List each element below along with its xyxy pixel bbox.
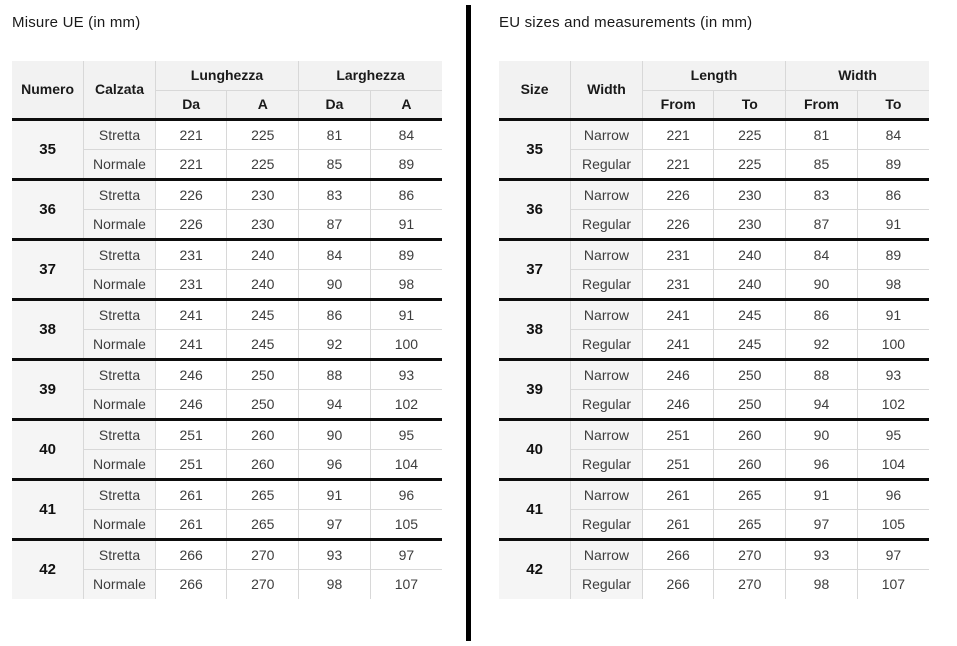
- width-from-value: 92: [786, 329, 858, 359]
- table-row: [499, 239, 929, 269]
- width-from-value: 86: [786, 299, 858, 329]
- width-from-value: 90: [299, 419, 371, 449]
- table-header: [499, 61, 929, 119]
- table-row: [499, 539, 929, 569]
- length-from-value: 226: [642, 209, 714, 239]
- length-from-value: 226: [155, 209, 227, 239]
- width-to-value: 96: [857, 479, 929, 509]
- length-to-value: 265: [714, 509, 786, 539]
- fit-cell: Stretta: [84, 119, 156, 149]
- english-size-table-panel: [499, 14, 929, 599]
- width-from-value: 91: [786, 479, 858, 509]
- fit-cell: Regular: [571, 209, 643, 239]
- width-to-value: 98: [370, 269, 442, 299]
- length-from-value: 231: [155, 239, 227, 269]
- width-to-value: 97: [370, 539, 442, 569]
- fit-cell: Regular: [571, 269, 643, 299]
- length-from-value: 261: [642, 509, 714, 539]
- fit-cell: Stretta: [84, 299, 156, 329]
- length-to-value: 260: [227, 449, 299, 479]
- fit-cell: Normale: [84, 449, 156, 479]
- width-to-value: 107: [857, 569, 929, 599]
- length-from-value: 231: [155, 269, 227, 299]
- length-to-value: 260: [227, 419, 299, 449]
- length-from-value: 221: [642, 119, 714, 149]
- table-row: [499, 119, 929, 149]
- width-to-value: 91: [370, 209, 442, 239]
- width-to-value: 105: [370, 509, 442, 539]
- size-column-header: Numero: [12, 61, 84, 119]
- width-from-value: 81: [786, 119, 858, 149]
- table-row: [499, 479, 929, 509]
- fit-cell: Stretta: [84, 479, 156, 509]
- italian-size-table: [12, 61, 442, 599]
- fit-cell: Stretta: [84, 239, 156, 269]
- length-to-value: 245: [714, 299, 786, 329]
- fit-cell: Normale: [84, 149, 156, 179]
- width-from-value: 83: [299, 179, 371, 209]
- width-from-value: 87: [299, 209, 371, 239]
- length-to-header: To: [714, 90, 786, 119]
- fit-cell: Stretta: [84, 539, 156, 569]
- width-from-value: 83: [786, 179, 858, 209]
- length-to-value: 270: [227, 539, 299, 569]
- length-to-value: 240: [227, 239, 299, 269]
- length-to-value: 270: [714, 569, 786, 599]
- width-to-value: 104: [370, 449, 442, 479]
- width-group-header: Larghezza: [299, 61, 442, 90]
- table-row: [12, 299, 442, 329]
- width-to-value: 89: [857, 239, 929, 269]
- length-from-value: 261: [155, 509, 227, 539]
- size-cell: 41: [12, 479, 84, 539]
- width-from-value: 91: [299, 479, 371, 509]
- width-from-header: Da: [299, 90, 371, 119]
- fit-cell: Narrow: [571, 539, 643, 569]
- fit-cell: Regular: [571, 389, 643, 419]
- length-from-header: Da: [155, 90, 227, 119]
- table-row: [12, 359, 442, 389]
- italian-size-table-panel: [12, 14, 442, 599]
- length-from-value: 226: [155, 179, 227, 209]
- width-from-value: 84: [786, 239, 858, 269]
- vertical-divider: [466, 5, 471, 641]
- length-group-header: Length: [642, 61, 785, 90]
- width-to-value: 93: [857, 359, 929, 389]
- width-from-value: 81: [299, 119, 371, 149]
- width-from-value: 98: [786, 569, 858, 599]
- length-to-value: 230: [714, 209, 786, 239]
- fit-column-header: Calzata: [84, 61, 156, 119]
- fit-cell: Narrow: [571, 359, 643, 389]
- length-from-value: 246: [155, 389, 227, 419]
- length-to-value: 250: [714, 389, 786, 419]
- length-from-value: 251: [642, 449, 714, 479]
- width-to-value: 91: [370, 299, 442, 329]
- fit-cell: Narrow: [571, 479, 643, 509]
- width-to-value: 102: [857, 389, 929, 419]
- length-to-value: 230: [714, 179, 786, 209]
- width-group-header: Width: [786, 61, 929, 90]
- size-cell: 40: [499, 419, 571, 479]
- fit-cell: Normale: [84, 509, 156, 539]
- width-to-value: 107: [370, 569, 442, 599]
- length-from-value: 221: [155, 149, 227, 179]
- width-to-value: 86: [370, 179, 442, 209]
- table-header: [12, 61, 442, 119]
- length-from-value: 241: [642, 299, 714, 329]
- length-from-value: 221: [642, 149, 714, 179]
- width-to-header: A: [370, 90, 442, 119]
- length-to-value: 225: [227, 149, 299, 179]
- width-from-value: 96: [299, 449, 371, 479]
- length-from-value: 246: [155, 359, 227, 389]
- width-from-value: 90: [786, 419, 858, 449]
- table-row: [12, 239, 442, 269]
- length-from-value: 251: [155, 449, 227, 479]
- table-row: [499, 299, 929, 329]
- length-to-value: 230: [227, 179, 299, 209]
- size-cell: 42: [12, 539, 84, 599]
- width-to-value: 89: [370, 239, 442, 269]
- width-from-value: 87: [786, 209, 858, 239]
- english-size-table: [499, 61, 929, 599]
- length-from-value: 266: [155, 539, 227, 569]
- width-to-value: 96: [370, 479, 442, 509]
- size-column-header: Size: [499, 61, 571, 119]
- fit-cell: Narrow: [571, 419, 643, 449]
- length-from-value: 251: [155, 419, 227, 449]
- width-to-value: 86: [857, 179, 929, 209]
- width-to-value: 89: [857, 149, 929, 179]
- width-to-value: 104: [857, 449, 929, 479]
- table-body: [12, 119, 442, 599]
- length-to-value: 225: [714, 149, 786, 179]
- length-from-value: 231: [642, 269, 714, 299]
- length-to-value: 260: [714, 419, 786, 449]
- length-to-value: 245: [714, 329, 786, 359]
- table-row: [12, 419, 442, 449]
- width-to-value: 105: [857, 509, 929, 539]
- width-from-value: 88: [299, 359, 371, 389]
- width-to-value: 84: [857, 119, 929, 149]
- length-from-value: 251: [642, 419, 714, 449]
- size-cell: 35: [12, 119, 84, 179]
- width-from-value: 98: [299, 569, 371, 599]
- width-from-value: 85: [786, 149, 858, 179]
- length-from-value: 246: [642, 359, 714, 389]
- length-to-value: 245: [227, 299, 299, 329]
- length-from-value: 221: [155, 119, 227, 149]
- width-from-value: 96: [786, 449, 858, 479]
- size-cell: 38: [12, 299, 84, 359]
- length-from-value: 241: [642, 329, 714, 359]
- italian-table-title: Misure UE (in mm): [12, 14, 141, 31]
- size-cell: 39: [12, 359, 84, 419]
- length-from-value: 261: [155, 479, 227, 509]
- width-from-value: 86: [299, 299, 371, 329]
- width-from-value: 93: [786, 539, 858, 569]
- size-cell: 37: [12, 239, 84, 299]
- table-row: [12, 539, 442, 569]
- group-header-row: [12, 61, 442, 90]
- width-to-value: 95: [857, 419, 929, 449]
- length-from-header: From: [642, 90, 714, 119]
- fit-cell: Regular: [571, 509, 643, 539]
- width-to-value: 91: [857, 299, 929, 329]
- length-to-value: 225: [714, 119, 786, 149]
- table-row: [499, 419, 929, 449]
- size-cell: 36: [499, 179, 571, 239]
- size-cell: 41: [499, 479, 571, 539]
- width-to-value: 84: [370, 119, 442, 149]
- size-cell: 40: [12, 419, 84, 479]
- width-from-value: 88: [786, 359, 858, 389]
- length-to-value: 250: [227, 389, 299, 419]
- fit-cell: Normale: [84, 329, 156, 359]
- width-from-value: 85: [299, 149, 371, 179]
- fit-cell: Regular: [571, 329, 643, 359]
- fit-cell: Normale: [84, 269, 156, 299]
- length-to-value: 245: [227, 329, 299, 359]
- length-from-value: 226: [642, 179, 714, 209]
- width-from-value: 97: [299, 509, 371, 539]
- length-from-value: 241: [155, 299, 227, 329]
- length-to-value: 240: [714, 239, 786, 269]
- width-from-value: 97: [786, 509, 858, 539]
- length-from-value: 261: [642, 479, 714, 509]
- fit-cell: Normale: [84, 389, 156, 419]
- length-to-value: 270: [714, 539, 786, 569]
- fit-cell: Narrow: [571, 179, 643, 209]
- size-cell: 36: [12, 179, 84, 239]
- width-from-header: From: [786, 90, 858, 119]
- length-from-value: 246: [642, 389, 714, 419]
- size-cell: 39: [499, 359, 571, 419]
- width-from-value: 94: [299, 389, 371, 419]
- fit-cell: Narrow: [571, 299, 643, 329]
- length-from-value: 266: [155, 569, 227, 599]
- table-row: [12, 119, 442, 149]
- table-row: [12, 479, 442, 509]
- width-to-header: To: [857, 90, 929, 119]
- width-to-value: 102: [370, 389, 442, 419]
- table-row: [12, 179, 442, 209]
- size-cell: 35: [499, 119, 571, 179]
- fit-column-header: Width: [571, 61, 643, 119]
- length-to-value: 265: [714, 479, 786, 509]
- length-to-value: 225: [227, 119, 299, 149]
- length-to-value: 265: [227, 509, 299, 539]
- fit-cell: Stretta: [84, 419, 156, 449]
- length-to-value: 250: [714, 359, 786, 389]
- size-cell: 37: [499, 239, 571, 299]
- width-from-value: 90: [299, 269, 371, 299]
- length-to-header: A: [227, 90, 299, 119]
- width-to-value: 97: [857, 539, 929, 569]
- width-from-value: 94: [786, 389, 858, 419]
- table-row: [499, 359, 929, 389]
- length-group-header: Lunghezza: [155, 61, 298, 90]
- fit-cell: Stretta: [84, 359, 156, 389]
- length-from-value: 231: [642, 239, 714, 269]
- length-to-value: 265: [227, 479, 299, 509]
- table-row: [499, 179, 929, 209]
- width-from-value: 93: [299, 539, 371, 569]
- width-from-value: 84: [299, 239, 371, 269]
- length-from-value: 266: [642, 539, 714, 569]
- width-from-value: 90: [786, 269, 858, 299]
- width-to-value: 100: [370, 329, 442, 359]
- width-to-value: 95: [370, 419, 442, 449]
- fit-cell: Narrow: [571, 119, 643, 149]
- length-from-value: 266: [642, 569, 714, 599]
- length-to-value: 260: [714, 449, 786, 479]
- fit-cell: Normale: [84, 209, 156, 239]
- fit-cell: Regular: [571, 569, 643, 599]
- width-to-value: 100: [857, 329, 929, 359]
- length-to-value: 240: [227, 269, 299, 299]
- fit-cell: Regular: [571, 449, 643, 479]
- fit-cell: Narrow: [571, 239, 643, 269]
- length-to-value: 270: [227, 569, 299, 599]
- fit-cell: Regular: [571, 149, 643, 179]
- width-to-value: 98: [857, 269, 929, 299]
- width-to-value: 89: [370, 149, 442, 179]
- length-to-value: 230: [227, 209, 299, 239]
- width-from-value: 92: [299, 329, 371, 359]
- group-header-row: [499, 61, 929, 90]
- length-to-value: 240: [714, 269, 786, 299]
- fit-cell: Normale: [84, 569, 156, 599]
- width-to-value: 91: [857, 209, 929, 239]
- table-body: [499, 119, 929, 599]
- width-to-value: 93: [370, 359, 442, 389]
- fit-cell: Stretta: [84, 179, 156, 209]
- size-cell: 42: [499, 539, 571, 599]
- size-cell: 38: [499, 299, 571, 359]
- length-from-value: 241: [155, 329, 227, 359]
- english-table-title: EU sizes and measurements (in mm): [499, 14, 753, 31]
- length-to-value: 250: [227, 359, 299, 389]
